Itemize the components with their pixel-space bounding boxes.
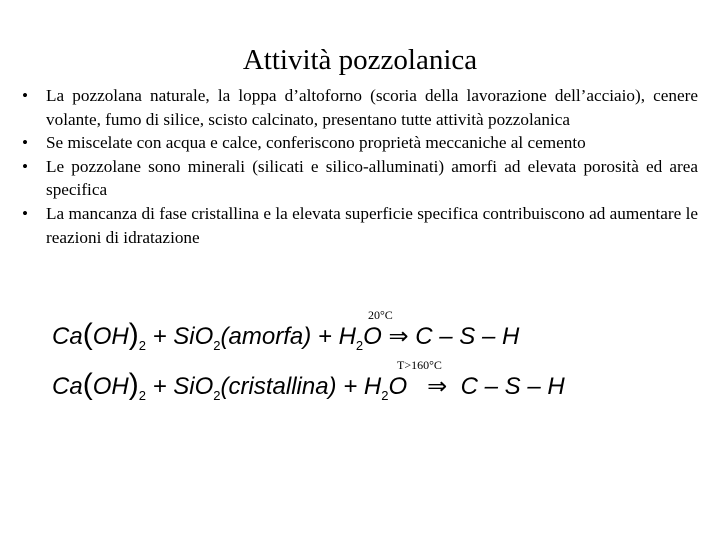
bullet-marker: • — [22, 86, 29, 105]
plus-sign: + — [317, 323, 332, 350]
phase-label: (cristallina) — [220, 373, 337, 400]
bullet-text: Le pozzolane sono minerali (silicati e silico-alluminati) amorfi ad elevata porosità ed area specifica — [46, 156, 698, 200]
subscript: 2 — [381, 388, 389, 403]
bullet-text: La pozzolana naturale, la loppa d’altoforno (scoria della lavorazione dell’acciaio), cenere volante, fumo di silice, scisto calcinato, presentano tutte attività pozzolanica — [46, 86, 698, 129]
subscript: 2 — [138, 388, 146, 403]
reaction-condition: T>160°C — [397, 358, 442, 372]
formula-o: O — [363, 323, 382, 350]
plus-sign: + — [152, 323, 167, 350]
bullet-text: La mancanza di fase cristallina e la elevata superficie specifica contribuiscono ad aumentare le reazioni di idratazione — [46, 203, 698, 247]
bullet-marker: • — [22, 203, 29, 223]
subscript: 2 — [213, 388, 221, 403]
formula-ca: Ca — [52, 373, 83, 400]
formula-h: H — [338, 323, 356, 350]
formula-o: O — [388, 373, 408, 400]
plus-sign: + — [343, 373, 358, 400]
subscript: 2 — [138, 338, 146, 353]
bullet-text: Se miscelate con acqua e calce, conferiscono proprietà meccaniche al cemento — [46, 133, 586, 153]
formula-oh: OH — [92, 323, 129, 350]
formula-h: H — [363, 373, 382, 400]
bullet-item — [22, 202, 698, 249]
reaction-product: C – S – H — [460, 373, 565, 400]
formula-sio: SiO — [173, 323, 214, 350]
plus-sign: + — [152, 373, 167, 400]
reaction-equation-amorphous: $Ca(OH)_2$ + SiO$_2$(amorfa) + $H_2O$ ⇒ C – S – H — [52, 318, 520, 353]
arrow-icon: ⇒ — [388, 323, 409, 350]
bullet-item — [22, 155, 698, 202]
bullet-list — [22, 84, 698, 249]
bullet-item — [22, 84, 698, 131]
reaction-condition: 20°C — [368, 308, 393, 322]
subscript: 2 — [355, 338, 364, 353]
reaction-product: C – S – H — [415, 323, 520, 350]
bullet-item — [22, 131, 698, 155]
slide-title: Attività pozzolanica — [242, 44, 478, 76]
formula-sio: SiO — [173, 373, 214, 400]
formula-oh: OH — [92, 373, 129, 400]
subscript: 2 — [213, 338, 221, 353]
phase-label: (amorfa) — [220, 323, 312, 350]
formula-ca: Ca — [52, 323, 83, 350]
bullet-marker: • — [22, 133, 29, 153]
bullet-marker: • — [22, 156, 29, 176]
reaction-equation-crystalline: $Ca(OH)_2$ + SiO$_2$(cristallina) + $H_2O$ ⇒ C – S – H — [52, 368, 565, 403]
arrow-icon: ⇒ — [427, 373, 448, 400]
